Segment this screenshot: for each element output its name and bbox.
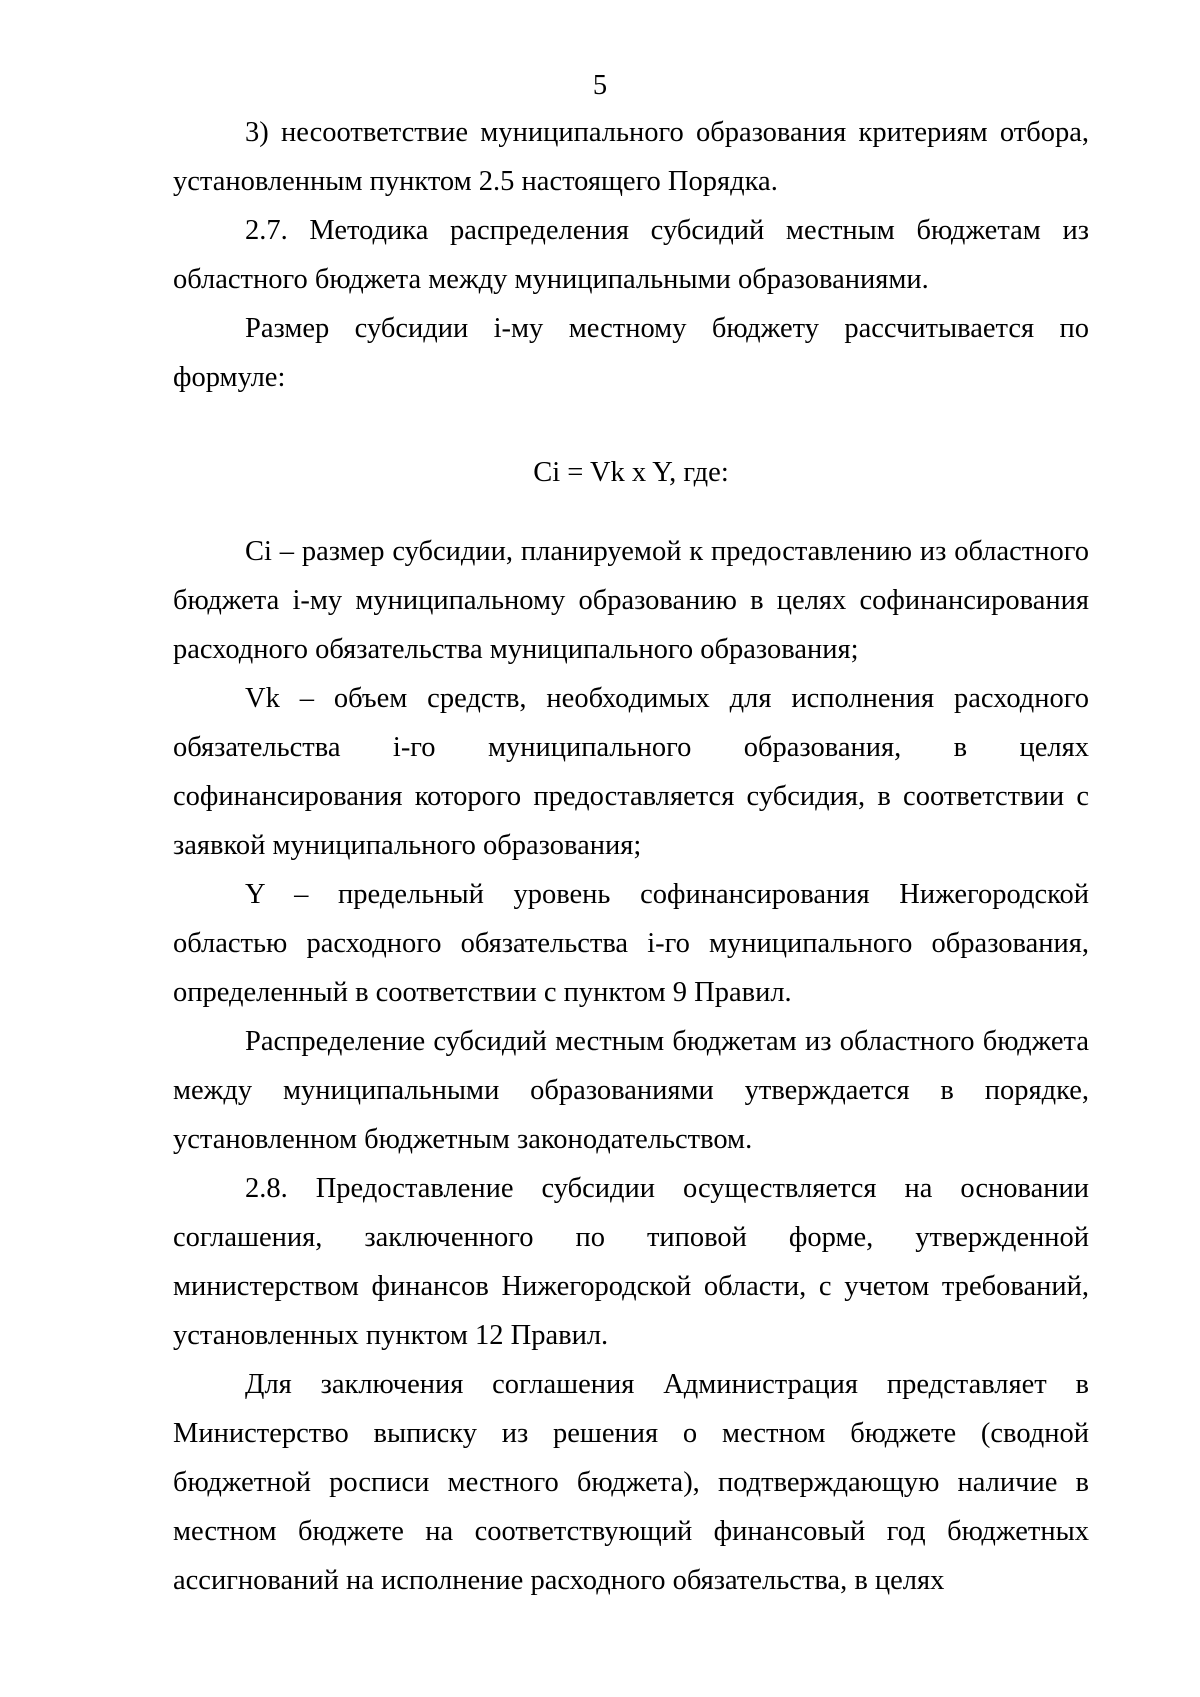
paragraph-agreement: 2.8. Предоставление субсидии осуществляется на основании соглашения, заключенного по типовой форме, утвержденной министерством финансов Нижегородской области, с учетом требований, установленных пунктом 12 Правил. [173, 1173, 1089, 1351]
document-body [173, 108, 1089, 1605]
paragraph-subsidy-size: Размер субсидии i-му местному бюджету рассчитывается по формуле: [173, 313, 1089, 393]
definition-vk: Vk – объем средств, необходимых для исполнения расходного обязательства i-го муниципального образования, в целях софинансирования которого предоставляется субсидия, в соответствии с заявкой муниципального образования; [173, 683, 1089, 861]
subsidy-formula: Ci = Vk x Y, где: [533, 457, 729, 488]
page-number: 5 [592, 70, 608, 101]
paragraph-distribution: Распределение субсидий местным бюджетам из областного бюджета между муниципальными образованиями утверждается в порядке, установленном бюджетным законодательством. [173, 1026, 1089, 1155]
definition-ci: Ci – размер субсидии, планируемой к предоставлению из областного бюджета i-му муниципальному образованию в целях софинансирования расходного обязательства муниципального образования; [173, 536, 1089, 665]
paragraph-methodology: 2.7. Методика распределения субсидий местным бюджетам из областного бюджета между муниципальными образованиями. [173, 215, 1089, 295]
paragraph-non-compliance: 3) несоответствие муниципального образования критериям отбора, установленным пунктом 2.5 настоящего Порядка. [173, 117, 1089, 197]
definition-y: Y – предельный уровень софинансирования Нижегородской областью расходного обязательства i-го муниципального образования, определенный в соответствии с пунктом 9 Правил. [173, 879, 1089, 1008]
paragraph-administration: Для заключения соглашения Администрация представляет в Министерство выписку из решения о местном бюджете (сводной бюджетной росписи местного бюджета), подтверждающую наличие в местном бюджете на соответствующий финансовый год бюджетных ассигнований на исполнение расходного обязательства, в целях [173, 1369, 1089, 1596]
